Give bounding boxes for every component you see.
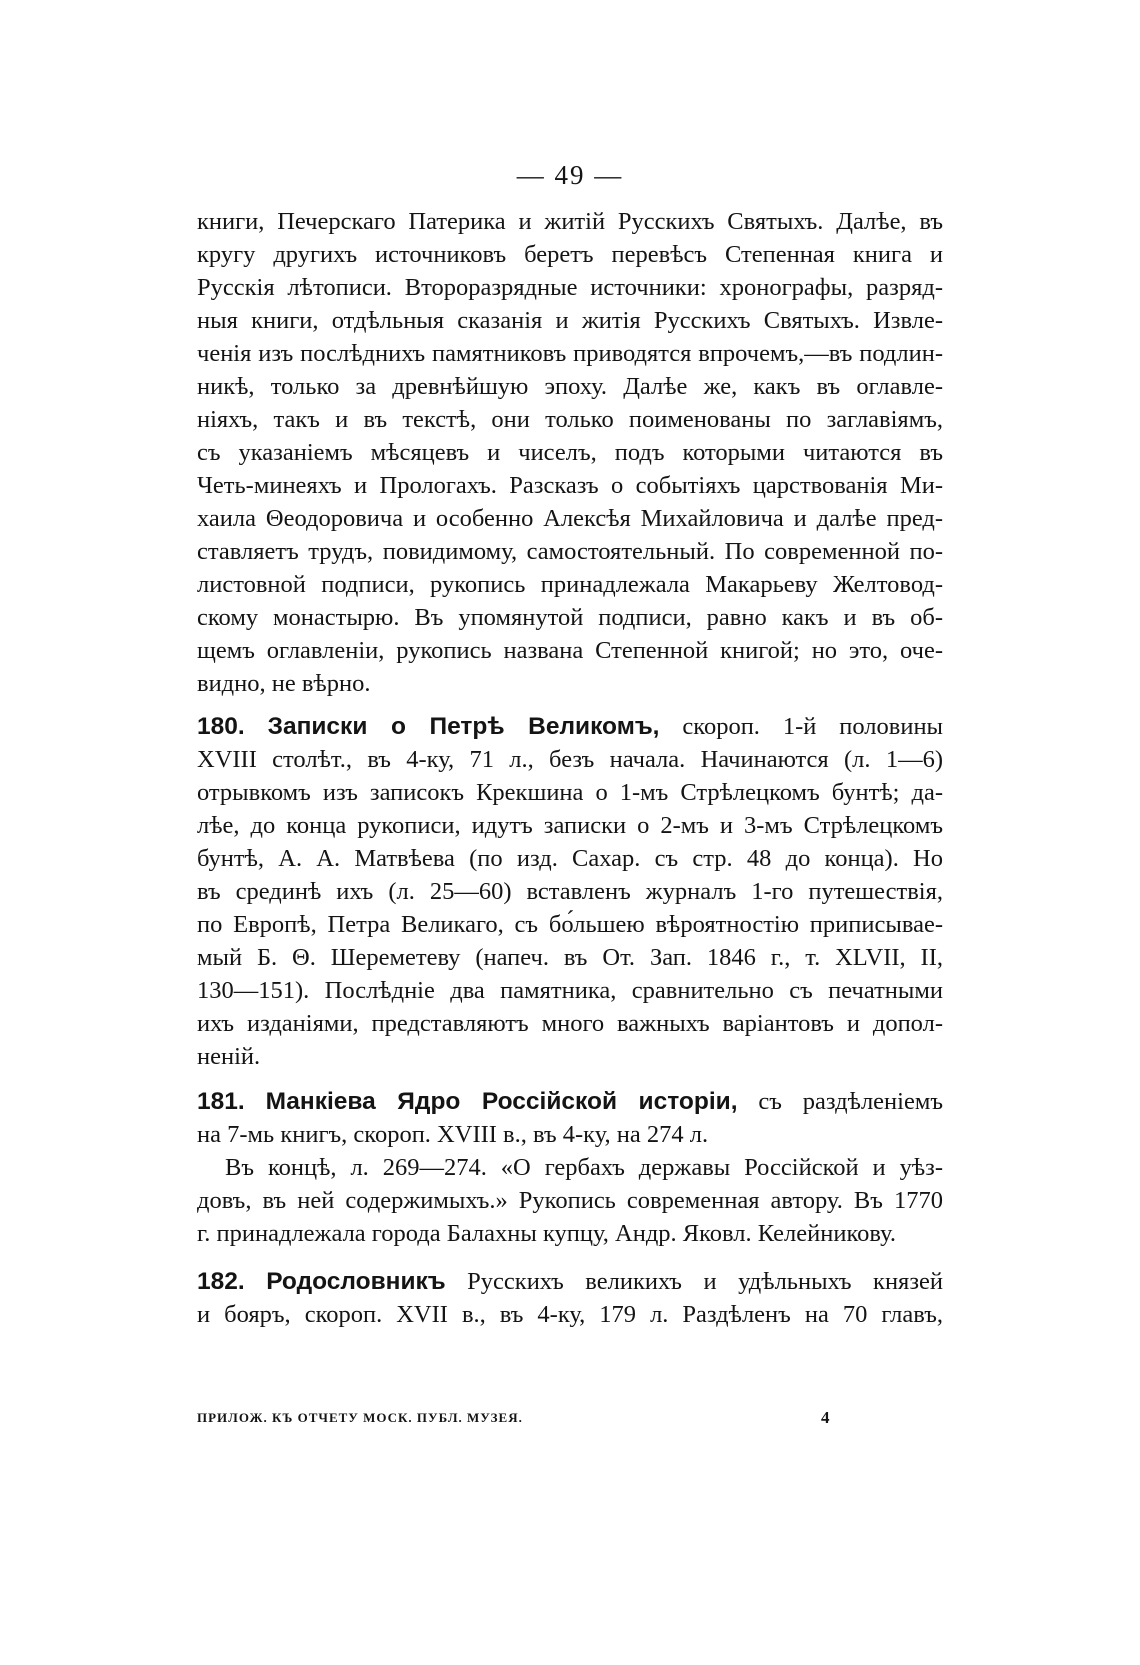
text-line: Въ концѣ, л. 269—274. «О гербахъ державы Россійской и уѣз- — [225, 1154, 943, 1181]
entry-heading-rest: скороп. 1-й половины — [682, 713, 944, 740]
text-line: на 7-мь книгъ, скороп. XVIII в., въ 4-ку, на 274 л. — [197, 1121, 709, 1148]
text-line: ихъ изданіями, представляютъ много важныхъ варіантовъ и допол- — [197, 1010, 943, 1037]
entry-heading-line — [197, 710, 943, 743]
entry-heading-line — [197, 1265, 943, 1298]
signature-mark: ПРИЛОЖ. КЪ ОТЧЕТУ МОСК. ПУБЛ. МУЗЕЯ. — [197, 1410, 523, 1425]
text-line: по Европѣ, Петра Великаго, съ бо́льшею вѣроятностію приписывае- — [197, 911, 943, 938]
sheet-number: 4 — [821, 1408, 831, 1427]
top-paragraph — [197, 205, 943, 700]
text-line: неній. — [197, 1043, 261, 1070]
text-line: лѣе, до конца рукописи, идутъ записки о 2-мъ и 3-мъ Стрѣлецкомъ — [197, 812, 943, 839]
text-line: отрывкомъ изъ записокъ Крекшина о 1-мъ Стрѣлецкомъ бунтѣ; да- — [197, 779, 943, 806]
entry-heading-rest: съ раздѣленіемъ — [758, 1088, 944, 1115]
text-line: ченія изъ послѣднихъ памятниковъ приводятся впрочемъ,—въ подлин- — [197, 340, 943, 367]
entry-number: 180. — [197, 713, 245, 740]
text-line: съ указаніемъ мѣсяцевъ и чиселъ, подъ которыми читаются въ — [197, 439, 943, 466]
text-line: листовной подписи, рукопись принадлежала Макарьеву Желтовод- — [197, 571, 943, 598]
text-line: книги, Печерскаго Патерика и житій Русскихъ Святыхъ. Далѣе, въ — [197, 208, 943, 235]
entry-title: Родословникъ — [266, 1268, 446, 1295]
entry-number: 181. — [197, 1088, 245, 1115]
text-line: хаила Θеодоровича и особенно Алексѣя Михайловича и далѣе пред- — [197, 505, 943, 532]
text-line: Русскія лѣтописи. Второразрядные источники: хронографы, разряд- — [197, 274, 943, 301]
text-line: ніяхъ, такъ и въ текстѣ, они только поименованы по заглавіямъ, — [197, 406, 943, 433]
text-line: XVIII столѣт., въ 4-ку, 71 л., безъ начала. Начинаются (л. 1—6) — [197, 746, 943, 773]
text-line: 130—151). Послѣдніе два памятника, сравнительно съ печатными — [197, 977, 943, 1004]
text-line: никѣ, только за древнѣйшую эпоху. Далѣе же, какъ въ оглавле- — [197, 373, 943, 400]
text-line: ныя книги, отдѣльныя сказанія и житія Русскихъ Святыхъ. Извле- — [197, 307, 943, 334]
text-line: въ срединѣ ихъ (л. 25—60) вставленъ журналъ 1-го путешествія, — [197, 878, 943, 905]
entry-heading-rest: Русскихъ великихъ и удѣльныхъ князей — [467, 1268, 943, 1295]
text-line: видно, не вѣрно. — [197, 670, 371, 697]
entry-180 — [197, 710, 943, 1073]
text-line: щемъ оглавленіи, рукопись названа Степенной книгой; но это, оче- — [197, 637, 943, 664]
text-line: Четь-минеяхъ и Прологахъ. Разсказъ о событіяхъ царствованія Ми- — [197, 472, 943, 499]
entry-title: Манкіева Ядро Россійской исторіи, — [265, 1088, 738, 1115]
text-line: скому монастырю. Въ упомянутой подписи, равно какъ и въ об- — [197, 604, 943, 631]
page-number: — 49 — — [516, 160, 624, 190]
text-line: ставляетъ трудъ, повидимому, самостоятельный. По современной по- — [197, 538, 943, 565]
text-line: бунтѣ, А. А. Матвѣева (по изд. Сахар. съ стр. 48 до конца). Но — [197, 845, 943, 872]
entry-181 — [197, 1085, 943, 1250]
text-line: г. принадлежала города Балахны купцу, Андр. Яковл. Келейникову. — [197, 1220, 897, 1247]
entry-182 — [197, 1265, 943, 1331]
entry-heading-line — [197, 1085, 943, 1118]
text-line: довъ, въ ней содержимыхъ.» Рукопись современная автору. Въ 1770 — [197, 1187, 943, 1214]
entry-number: 182. — [197, 1268, 245, 1295]
entry-title: Записки о Петрѣ Великомъ, — [267, 713, 660, 740]
text-line: мый Б. Θ. Шереметеву (напеч. въ От. Зап. 1846 г., т. XLVII, II, — [197, 944, 943, 971]
text-line: и бояръ, скороп. XVII в., въ 4-ку, 179 л. Раздѣленъ на 70 главъ, — [197, 1301, 943, 1328]
text-line: кругу другихъ источниковъ беретъ перевѣсъ Степенная книга и — [197, 241, 943, 268]
